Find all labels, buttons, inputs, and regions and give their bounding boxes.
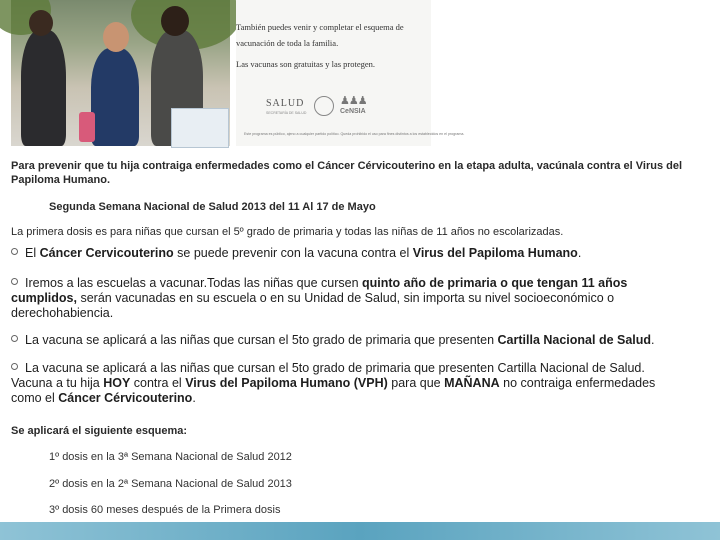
bullet-prevention: El Cáncer Cervicouterino se puede prevenir con la vacuna contra el Virus del Papiloma Humano. (11, 246, 581, 261)
schedule-heading: Se aplicará el siguiente esquema: (11, 425, 188, 437)
censia-logo: CeNSIA (340, 108, 366, 115)
bullet-icon (11, 278, 18, 285)
salud-logo: SALUD (266, 98, 305, 109)
censia-family-icon: ♟♟♟ (340, 95, 367, 107)
intro-line1: Para prevenir que tu hija contraiga enfermedades como el Cáncer Cérvicouterino en la etapa adulta, vacúnala contra el Virus del (11, 160, 683, 172)
schedule-dose-3: 3º dosis 60 meses después de la Primera dosis (49, 504, 281, 516)
banner-text-line2: vacunación de toda la familia. (236, 38, 339, 48)
intro-line2: Papiloma Humano. (11, 174, 111, 186)
salud-logo-subtitle: SECRETARÍA DE SALUD (266, 111, 307, 115)
schedule-dose-2: 2º dosis en la 2ª Semana Nacional de Salud 2013 (49, 478, 292, 490)
banner-text-panel (236, 0, 465, 146)
bottom-accent-bar (0, 522, 720, 540)
bullet-cartilla: La vacuna se aplicará a las niñas que cursan el 5to grado de primaria que presenten Cartilla Nacional de Salud. (11, 333, 655, 348)
banner-text-line1: También puedes venir y completar el esquema de (236, 22, 404, 32)
banner-fine-print: Este programa es público, ajeno a cualquier partido político. Queda prohibido el uso para fines distintos a los establecidos en el programa. (244, 132, 465, 136)
schedule-dose-1: 1º dosis en la 3ª Semana Nacional de Salud 2012 (49, 451, 292, 463)
photo-mother-daughter (11, 0, 230, 146)
bullet-icon (11, 335, 18, 342)
bullet-icon (11, 363, 18, 370)
vaccination-banner (11, 0, 465, 146)
bullet-schools: Iremos a las escuelas a vacunar.Todas las niñas que cursen quinto año de primaria o que tengan 11 años cumplidos, serán vacunadas en su escuela o en su Unidad de Salud, sin importa su nivel socioeconómico o derechohabiencia. (11, 276, 628, 320)
bullet-icon (11, 248, 18, 255)
government-seal-icon (314, 96, 334, 116)
week-heading: Segunda Semana Nacional de Salud 2013 del 11 Al 17 de Mayo (49, 201, 376, 213)
bullet-vaccinate-today: La vacuna se aplicará a las niñas que cursan el 5to grado de primaria que presenten Cartilla Nacional de Salud. Vacuna a tu hija HOY contra el Virus del Papiloma Humano (VPH) para que MAÑANA no contraiga enfermedades como el Cáncer Cérvicouterino. (11, 361, 656, 405)
banner-text-line3: Las vacunas son gratuitas y las protegen. (236, 59, 376, 69)
first-dose-note: La primera dosis es para niñas que cursan el 5º grado de primaria y todas las niñas de 11 años no escolarizadas. (11, 226, 564, 238)
